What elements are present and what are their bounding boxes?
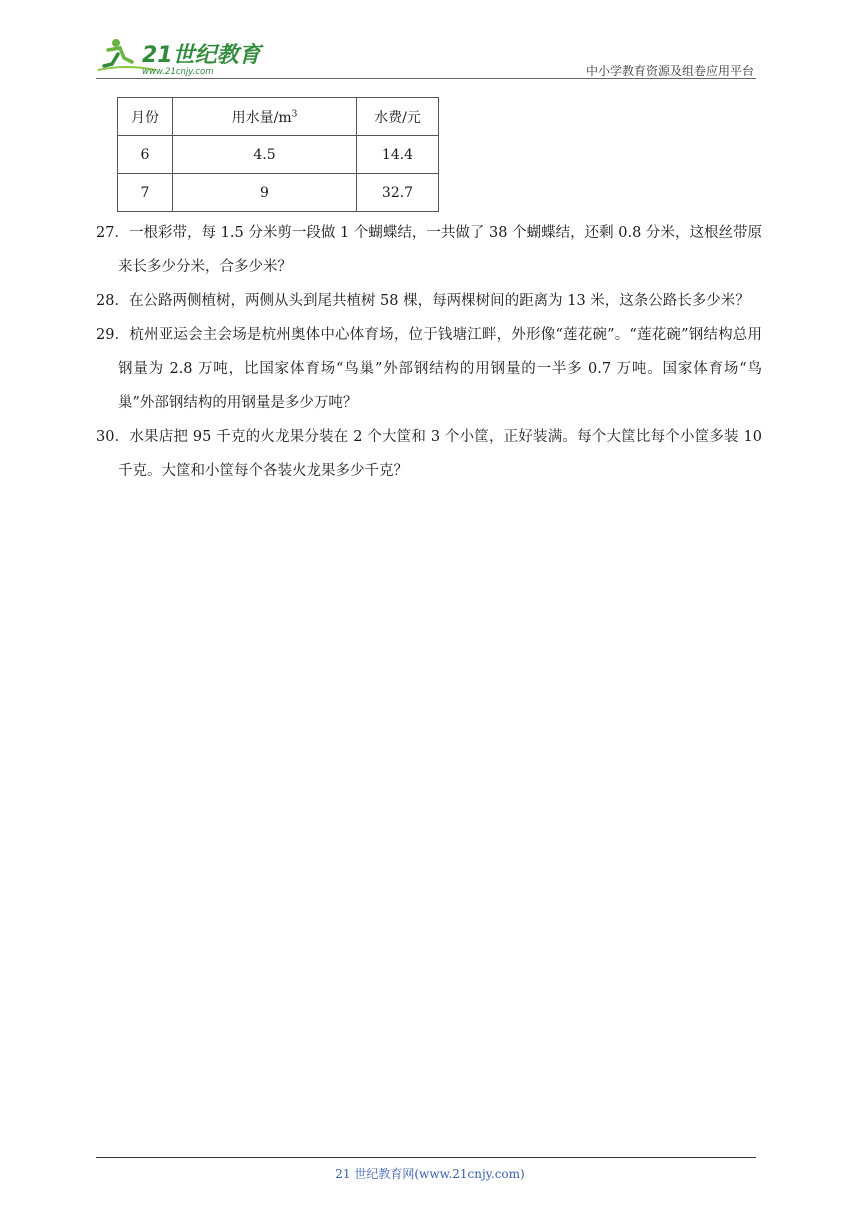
question-27 (96, 216, 762, 284)
question-list (96, 216, 762, 488)
table-cell: 7 (118, 174, 173, 212)
question-number: 27． (96, 225, 129, 241)
table-cell: 4.5 (173, 136, 357, 174)
question-text: 一根彩带，每 1.5 分米剪一段做 1 个蝴蝶结，一共做了 38 个蝴蝶结，还剩 0.8 分米，这根丝带原来长多少分米，合多少米？ (118, 225, 762, 275)
question-text: 水果店把 95 千克的火龙果分装在 2 个大筐和 3 个小筐，正好装满。每个大筐比每个小筐多装 10 千克。大筐和小筐每个各装火龙果多少千克？ (118, 429, 762, 479)
table-cell: 14.4 (357, 136, 439, 174)
col-water-usage-label: 用水量/m (231, 109, 292, 126)
water-usage-table (117, 97, 439, 212)
page-header (96, 36, 756, 78)
table-header-row (118, 98, 439, 136)
question-number: 29． (96, 327, 130, 343)
table-cell: 32.7 (357, 174, 439, 212)
footer-divider (96, 1157, 756, 1158)
question-30 (96, 420, 762, 488)
question-number: 30． (96, 429, 130, 445)
table-row (118, 174, 439, 212)
footer-text: 21 世纪教育网(www.21cnjy.com) (335, 1167, 525, 1181)
table-cell: 9 (173, 174, 357, 212)
question-text: 杭州亚运会主会场是杭州奥体中心体育场，位于钱塘江畔，外形像“莲花碗”。“莲花碗”钢结构总用钢量为 2.8 万吨，比国家体育场“鸟巢”外部钢结构的用钢量的一半多 0.7 万吨。国家体育场“鸟巢”外部钢结构的用钢量是多少万吨？ (118, 327, 762, 411)
header-divider (96, 78, 756, 79)
question-28 (96, 284, 762, 318)
col-water-usage-unit-exp: 3 (291, 108, 298, 119)
table-cell: 6 (118, 136, 173, 174)
col-water-usage (173, 98, 357, 136)
logo-url: www.21cnjy.com (142, 67, 214, 77)
question-text: 在公路两侧植树，两侧从头到尾共植树 58 棵，每两棵树间的距离为 13 米，这条公路长多少米？ (128, 293, 750, 309)
platform-name: 中小学教育资源及组卷应用平台 (585, 64, 754, 78)
col-month: 月份 (118, 98, 173, 136)
question-number: 28． (96, 293, 129, 309)
question-29 (96, 318, 762, 420)
col-water-fee: 水费/元 (357, 98, 439, 136)
table-row (118, 136, 439, 174)
site-logo (96, 36, 266, 78)
logo-text: 21世纪教育 (142, 43, 261, 68)
